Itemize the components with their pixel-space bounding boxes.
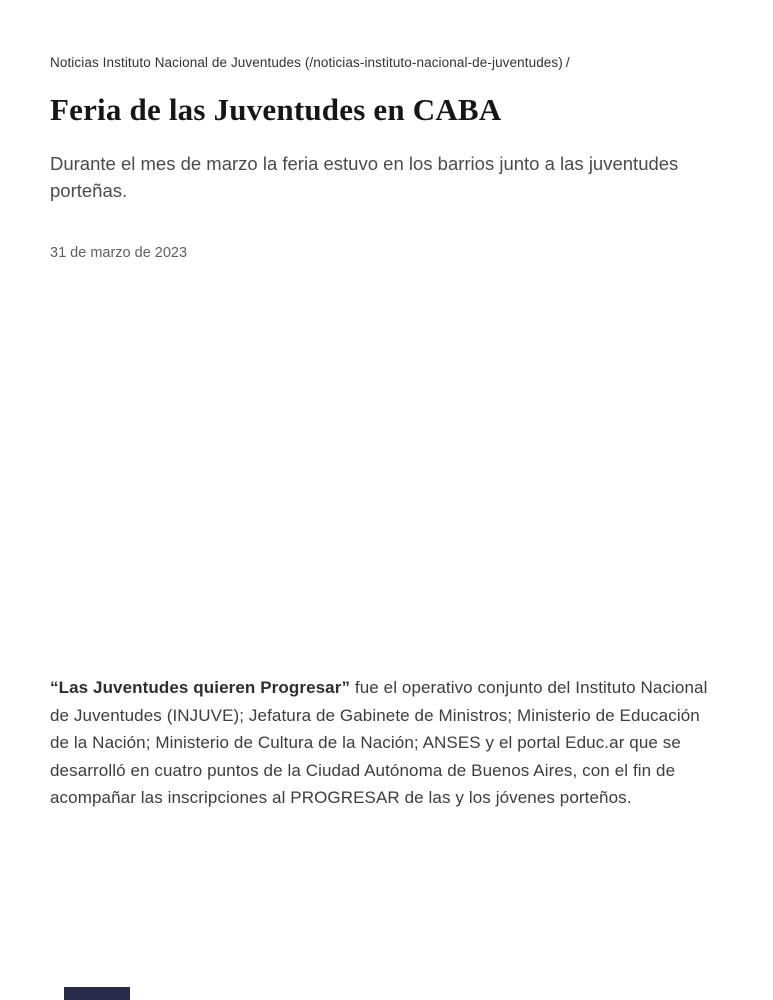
article-body-text: fue el operativo conjunto del Instituto Nacional de Juventudes (INJUVE); Jefatura de Gabinete de Ministros; Ministerio de Educación de la Nación; Ministerio de Cultura de la Nación; ANSES y el portal Educ.ar que se desarrolló en cuatro puntos de la Ciudad Autónoma de Buenos Aires, con el fin de acompañar las inscripciones al PROGRESAR de las y los jóvenes porteños. bbox=[50, 678, 708, 807]
article-body-bold-lead: “Las Juventudes quieren Progresar” bbox=[50, 678, 351, 697]
breadcrumb-link-noticias-injuve[interactable]: Noticias Instituto Nacional de Juventudes (/noticias-instituto-nacional-de-juventudes) bbox=[50, 55, 563, 70]
partially-visible-bottom-element bbox=[64, 987, 130, 1000]
article-body-paragraph bbox=[50, 674, 723, 812]
article-image-placeholder bbox=[50, 270, 723, 674]
breadcrumb-separator: / bbox=[565, 55, 570, 70]
page-title: Feria de las Juventudes en CABA bbox=[50, 92, 502, 127]
article-subtitle: Durante el mes de marzo la feria estuvo en los barrios junto a las juventudes porteñas. bbox=[50, 153, 679, 201]
breadcrumb bbox=[50, 55, 723, 71]
article-date: 31 de marzo de 2023 bbox=[50, 245, 188, 261]
